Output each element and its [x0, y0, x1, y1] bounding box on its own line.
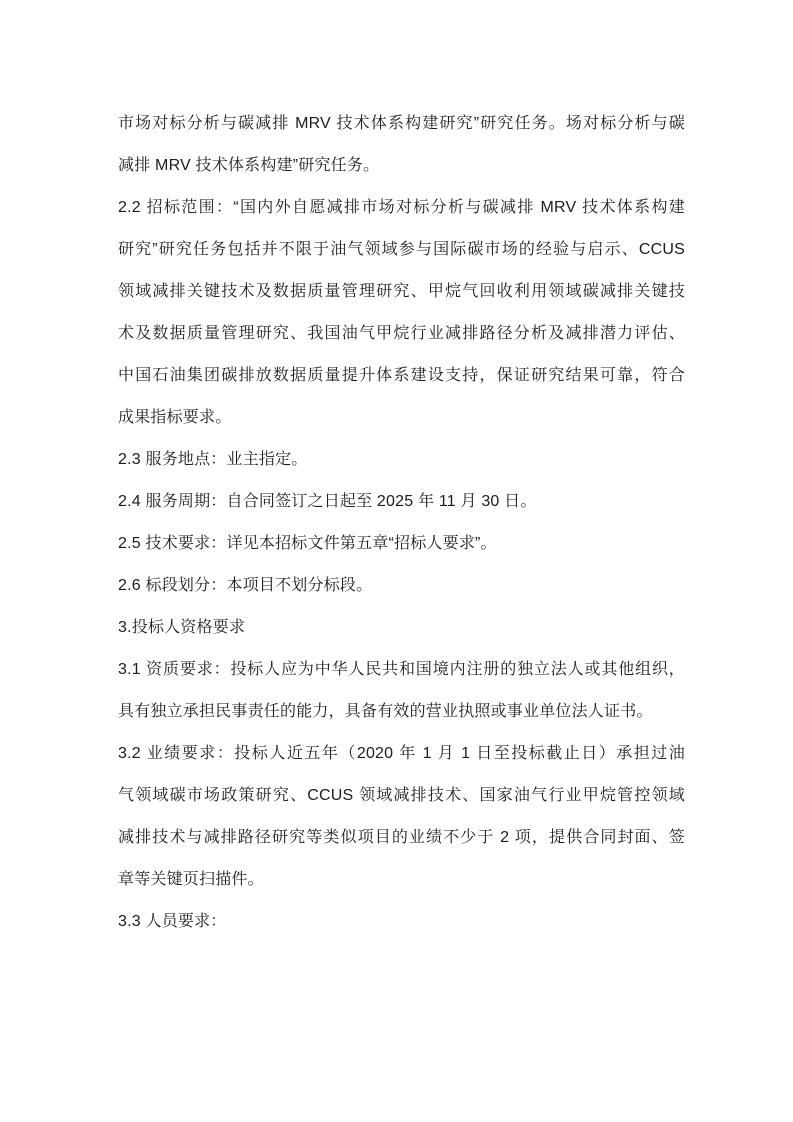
text-line-section-3-heading: 3.投标人资格要求: [118, 619, 246, 636]
text-line-section-2-3: 2.3 服务地点：业主指定。: [118, 451, 308, 468]
text-line: 成果指标要求。: [118, 409, 232, 426]
text-line: 研究”研究任务包括并不限于油气领域参与国际碳市场的经验与启示、CCUS: [118, 241, 685, 258]
text-line-section-3-1: 3.1 资质要求：投标人应为中华人民共和国境内注册的独立法人或其他组织，: [118, 661, 685, 678]
text-line: 领域减排关键技术及数据质量管理研究、甲烷气回收利用领域碳减排关键技: [118, 283, 685, 300]
text-line-section-3-2: 3.2 业绩要求：投标人近五年（2020 年 1 月 1 日至投标截止日）承担过油: [118, 745, 685, 762]
text-line: 章等关键页扫描件。: [118, 871, 264, 888]
text-line-section-2-6: 2.6 标段划分：本项目不划分标段。: [118, 577, 373, 594]
text-line-section-2-5: 2.5 技术要求：详见本招标文件第五章“招标人要求”。: [118, 535, 497, 552]
text-line-section-3-3: 3.3 人员要求：: [118, 913, 227, 930]
text-line: 减排 MRV 技术体系构建”研究任务。: [118, 157, 380, 174]
text-line-section-2-4: 2.4 服务周期：自合同签订之日起至 2025 年 11 月 30 日。: [118, 493, 537, 510]
text-line: 具有独立承担民事责任的能力，具备有效的营业执照或事业单位法人证书。: [118, 703, 653, 720]
text-line: 中国石油集团碳排放数据质量提升体系建设支持，保证研究结果可靠，符合: [118, 367, 685, 384]
document-text-block: [118, 103, 685, 943]
text-line-section-2-2: 2.2 招标范围：“国内外自愿减排市场对标分析与碳减排 MRV 技术体系构建: [118, 199, 685, 216]
text-line: 气领域碳市场政策研究、CCUS 领域减排技术、国家油气行业甲烷管控领域: [118, 787, 685, 804]
text-line: 市场对标分析与碳减排 MRV 技术体系构建研究”研究任务。场对标分析与碳: [118, 115, 685, 132]
text-line: 减排技术与减排路径研究等类似项目的业绩不少于 2 项，提供合同封面、签: [118, 829, 685, 846]
text-line: 术及数据质量管理研究、我国油气甲烷行业减排路径分析及减排潜力评估、: [118, 325, 685, 342]
